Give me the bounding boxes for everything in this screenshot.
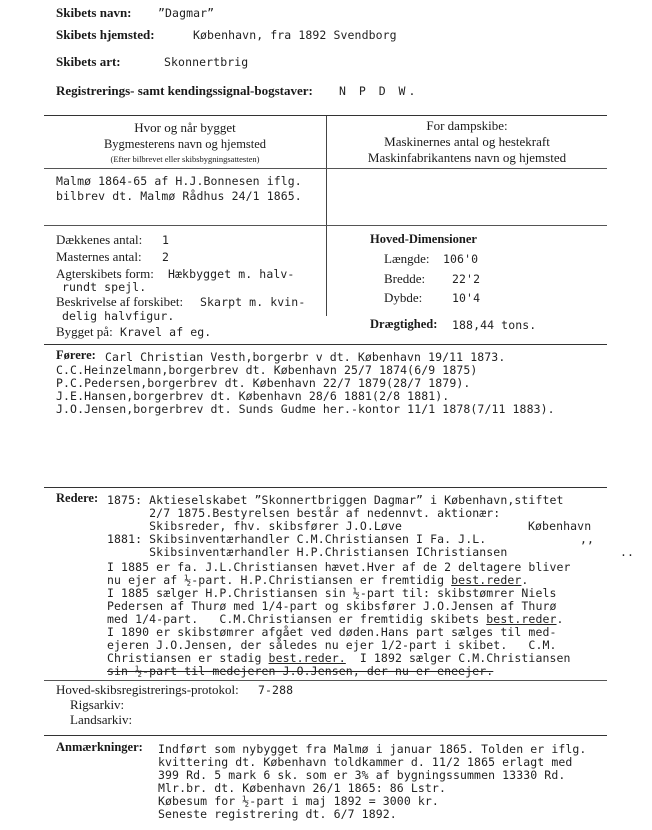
masters-rule <box>44 344 607 345</box>
remarks-line-6: Seneste registrering dt. 6/7 1892. <box>158 807 397 821</box>
remarks-line-5: Købesum for ½-part i maj 1892 = 3000 kr. <box>158 794 439 808</box>
landsarkiv-label: Landsarkiv: <box>70 712 133 727</box>
depth-label: Dybde: <box>384 290 423 305</box>
owners-rule <box>44 487 607 488</box>
owners-line-3-city: København <box>528 519 592 533</box>
ship-type-value: Skonnertbrig <box>164 55 249 69</box>
build-header-1: Hvor og når bygget <box>134 120 236 135</box>
ship-name-value: ”Dagmar” <box>158 6 215 20</box>
remarks-line-4: Mlr.br. dt. København 26/1 1865: 86 Lstr. <box>158 781 446 795</box>
length-value: 106'0 <box>443 252 479 266</box>
ship-name-label: Skibets navn: <box>56 5 132 20</box>
remarks-line-3: 399 Rd. 5 mark 6 sk. som er 3% af bygningssummen 13330 Rd. <box>158 768 566 782</box>
stern-value-2: rundt spejl. <box>62 280 147 294</box>
owners-line-9: Pedersen af Thurø med 1/4-part og skibsfører J.O.Jensen af Thurø <box>107 599 557 613</box>
owners-line-12: ejeren J.O.Jensen, der således nu ejer 1/2-part i skibet. C.M. <box>107 638 557 652</box>
owners-line-10a: med 1/4-part. C.M.Christiansen er fremtidig skibets <box>107 612 487 626</box>
owners-line-10 <box>107 612 564 626</box>
owners-line-4: 1881: Skibsinventærhandler C.M.Christiansen I Fa. J.L. <box>107 532 487 546</box>
owners-line-13-reder: best.reder. <box>268 651 346 665</box>
owners-line-13a: Christiansen er stadig <box>107 651 269 665</box>
master-line-4: J.E.Hansen,borgerbrev dt. København 28/6 1881(2/8 1881). <box>56 389 450 403</box>
width-value: 22'2 <box>452 272 481 286</box>
ship-home-label: Skibets hjemsted: <box>56 27 155 42</box>
masters-label: Førere: <box>56 348 96 362</box>
depth-value: 10'4 <box>452 291 481 305</box>
owners-line-7a: nu ejer af ½-part. H.P.Christiansen er fremtidig <box>107 573 452 587</box>
steam-header-2: Maskinernes antal og hestekraft <box>384 134 550 149</box>
owners-line-2: 2/7 1875.Bestyrelsen består af nedennvt. aktionær: <box>107 506 501 520</box>
owners-line-6: I 1885 er fa. J.L.Christiansen hævet.Hver af de 2 deltagere bliver <box>107 560 571 574</box>
remarks-rule <box>44 735 607 736</box>
owners-line-7 <box>107 573 528 587</box>
build-header-3: (Efter bilbrevet eller skibsbygningsattesten) <box>110 154 260 164</box>
built-on-label: Bygget på: <box>56 324 113 339</box>
rigsarkiv-label: Rigsarkiv: <box>70 697 125 712</box>
stern-value-1: Hækbygget m. halv- <box>168 267 295 281</box>
owners-line-3: Skibsreder, fhv. skibsfører J.O.Løve <box>107 519 402 533</box>
tonnage-value: 188,44 tons. <box>452 318 537 332</box>
owners-line-5: Skibsinventærhandler H.P.Christiansen IChristiansen <box>107 545 508 559</box>
ship-home-value: København, fra 1892 Svendborg <box>193 28 397 42</box>
owners-line-4-ditto: ,, <box>580 532 595 546</box>
width-label: Bredde: <box>384 271 426 286</box>
registration-value: N P D W. <box>339 84 419 98</box>
master-line-1: Carl Christian Vesth,borgerbr v dt. København 19/11 1873. <box>105 350 506 364</box>
bow-value-2: delig halvfigur. <box>62 309 175 323</box>
protocol-value: 7-288 <box>258 683 294 697</box>
remarks-label: Anmærkninger: <box>56 740 143 754</box>
build-value-2: bilbrev dt. Malmø Rådhus 24/1 1865. <box>56 189 302 203</box>
protocol-label: Hoved-skibsregistrerings-protokol: <box>56 682 239 697</box>
header-rule <box>44 168 607 169</box>
stern-label: Agterskibets form: <box>56 266 154 281</box>
masts-label: Masternes antal: <box>56 249 142 264</box>
decks-value: 1 <box>162 233 170 247</box>
build-value-1: Malmø 1864-65 af H.J.Bonnesen iflg. <box>56 174 302 188</box>
bow-value-1: Skarpt m. kvin- <box>200 295 306 309</box>
master-line-3: P.C.Pedersen,borgerbrev dt. København 22/7 1879(28/7 1879). <box>56 376 471 390</box>
registry-rule <box>44 680 607 681</box>
bow-label: Beskrivelse af forskibet: <box>56 294 184 309</box>
owners-label: Redere: <box>56 491 99 505</box>
owners-line-7-reder: best.reder <box>451 573 522 587</box>
tonnage-label: Drægtighed: <box>370 317 438 331</box>
owners-line-10c: . <box>556 612 564 626</box>
build-header-2: Bygmesterens navn og hjemsted <box>103 137 267 151</box>
owners-line-1: 1875: Aktieselskabet ”Skonnertbriggen Dagmar” i København,stiftet <box>107 493 564 507</box>
registration-label: Registrerings- samt kendingssignal-bogstaver: <box>56 83 313 98</box>
remarks-line-2: kvittering dt. København toldkammer d. 11/2 1865 erlagt med <box>158 755 573 769</box>
built-on-value: Kravel af eg. <box>120 325 212 339</box>
dimensions-title: Hoved-Dimensioner <box>370 232 477 246</box>
master-line-5: J.O.Jensen,borgerbrev dt. Sunds Gudme her.-kontor 11/1 1878(7/11 1883). <box>56 402 555 416</box>
construction-rule <box>44 225 607 226</box>
steam-header-1: For dampskibe: <box>426 118 508 133</box>
owners-line-13 <box>107 651 571 665</box>
master-line-2: C.C.Heinzelmann,borgerbrev dt. København 25/7 1874(6/9 1875) <box>56 363 478 377</box>
steam-header-3: Maskinfabrikantens navn og hjemsted <box>367 150 567 165</box>
owners-line-7c: . <box>521 573 529 587</box>
masts-value: 2 <box>162 250 170 264</box>
owners-line-8: I 1885 sælger H.P.Christiansen sin ½-part til: skibstømrer Niels <box>107 586 557 600</box>
owners-line-5-ditto: .. <box>620 545 635 559</box>
ship-type-label: Skibets art: <box>56 54 121 69</box>
owners-line-11: I 1890 er skibstømrer afgået ved døden.Hans part sælges til med- <box>107 625 557 639</box>
length-label: Længde: <box>384 251 430 266</box>
decks-label: Dækkenes antal: <box>56 232 143 247</box>
remarks-line-1: Indført som nybygget fra Malmø i januar 1865. Tolden er iflg. <box>158 742 587 756</box>
owners-line-13c: I 1892 sælger C.M.Christiansen <box>345 651 571 665</box>
owners-line-14: sin ½-part til medejeren J.O.Jensen, der nu er eneejer. <box>107 664 494 678</box>
owners-line-10-reder: best.reder <box>486 612 557 626</box>
